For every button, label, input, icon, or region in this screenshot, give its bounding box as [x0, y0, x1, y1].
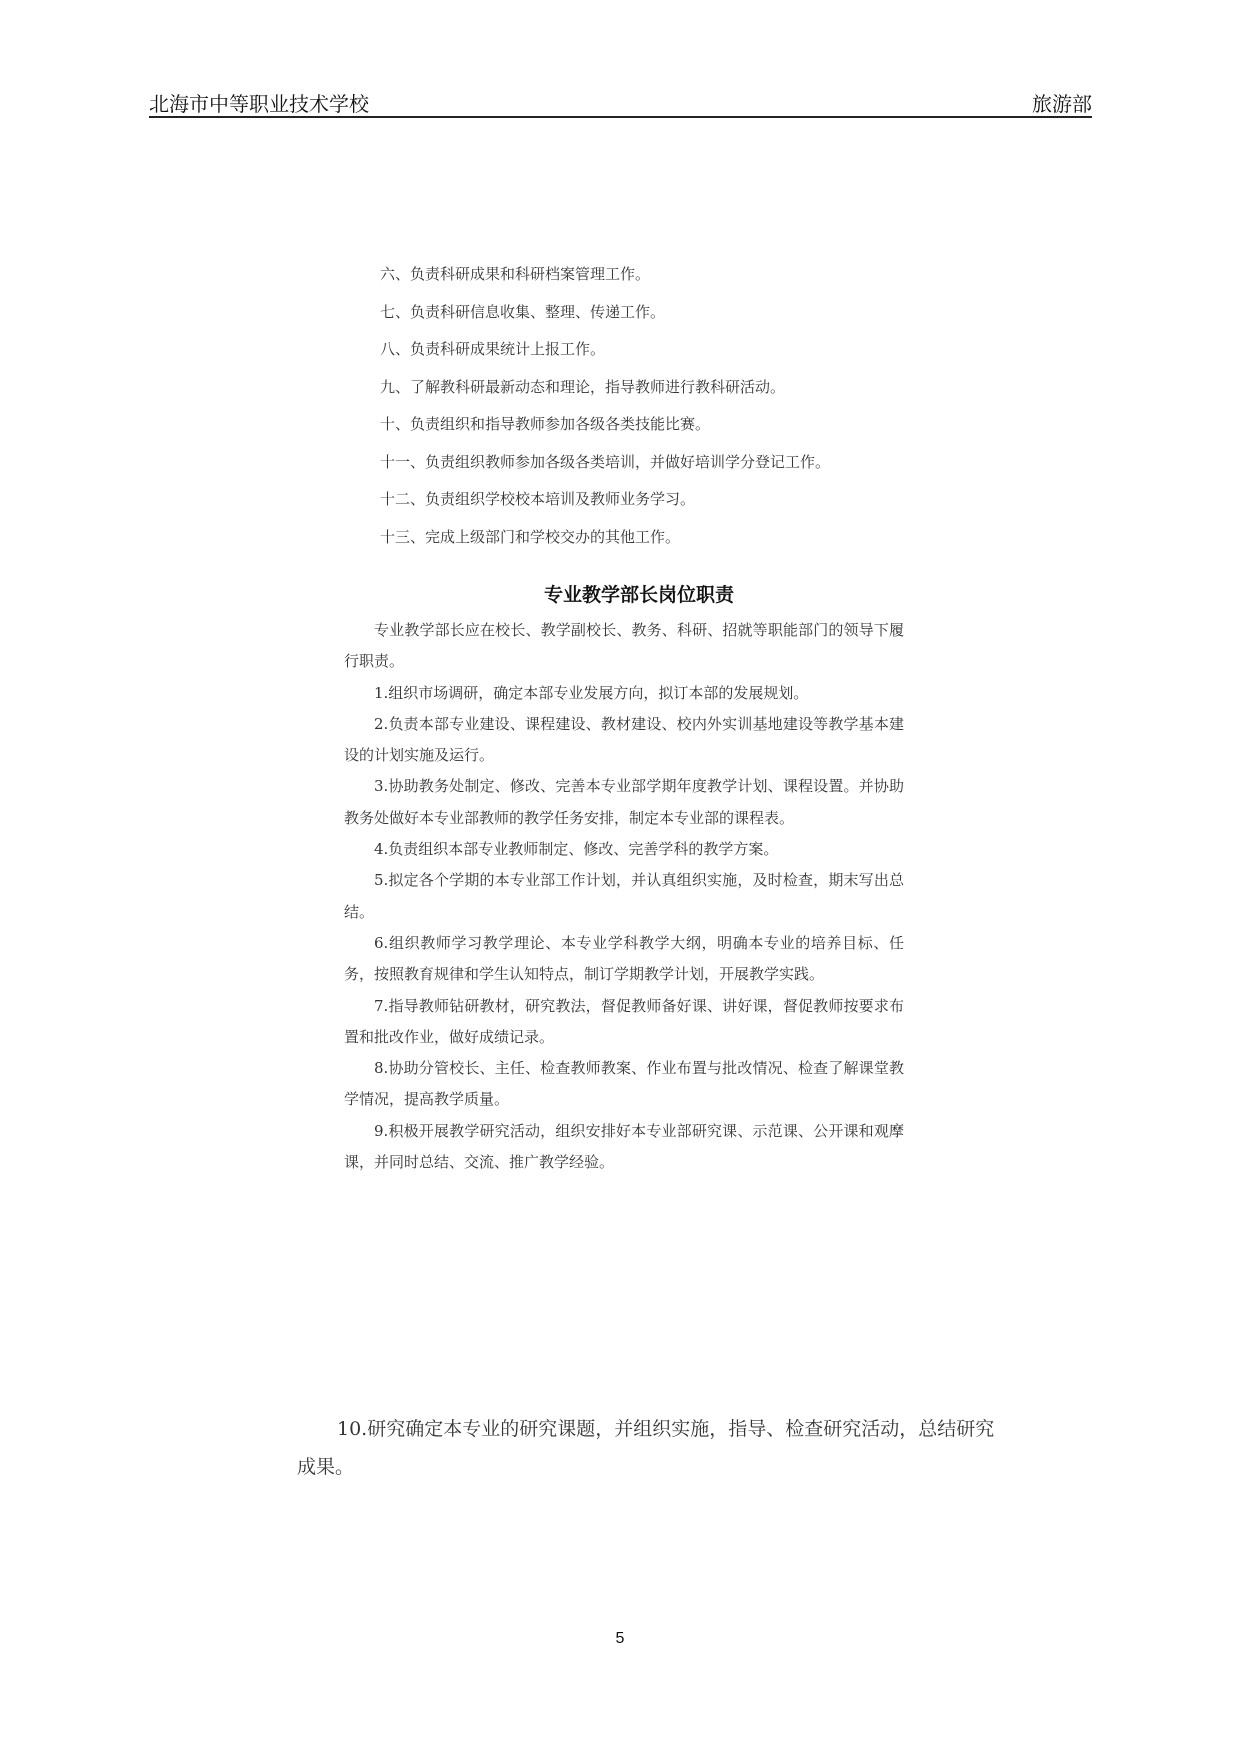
- section-title: 专业教学部长岗位职责: [543, 584, 734, 606]
- paragraph: 8.协助分管校长、主任、检查教师教案、作业布置与批改情况、检查了解课堂教学情况，提高教学质量。: [344, 1059, 904, 1109]
- paragraph: 2.负责本部专业建设、课程建设、教材建设、校内外实训基地建设等教学基本建设的计划实施及运行。: [344, 714, 904, 765]
- paragraph: 7.指导教师钻研教材，研究教法，督促教师备好课、讲好课，督促教师按要求布置和批改作业，做好成绩记录。: [344, 996, 904, 1046]
- paragraph: 6.组织教师学习教学理论、本专业学科教学大纲，明确本专业的培养目标、任务，按照教育规律和学生认知特点，制订学期教学计划，开展教学实践。: [344, 933, 904, 984]
- page-number: 5: [615, 1630, 625, 1647]
- list-item: 七、负责科研信息收集、整理、传递工作。: [380, 302, 666, 321]
- duty-list: [380, 262, 940, 562]
- list-item: 十三、完成上级部门和学校交办的其他工作。: [380, 527, 681, 546]
- list-item: 十二、负责组织学校校本培训及教师业务学习。: [380, 490, 696, 508]
- list-item: 六、负责科研成果和科研档案管理工作。: [380, 265, 651, 283]
- page-header: [149, 86, 1092, 118]
- list-item: 九、了解教科研最新动态和理论，指导教师进行教科研活动。: [380, 377, 786, 396]
- list-item: 十、负责组织和指导教师参加各级各类技能比赛。: [380, 415, 711, 433]
- school-name: 北海市中等职业技术学校: [149, 92, 369, 116]
- paragraph: 3.协助教务处制定、修改、完善本专业部学期年度教学计划、课程设置。并协助教务处做好本专业部教师的教学任务安排，制定本专业部的课程表。: [344, 777, 904, 827]
- paragraph: 专业教学部长应在校长、教学副校长、教务、科研、招就等职能部门的领导下履行职责。: [344, 621, 904, 671]
- final-paragraph: 10.研究确定本专业的研究课题，并组织实施，指导、检查研究活动，总结研究成果。: [297, 1418, 995, 1478]
- section-body: [344, 615, 904, 1178]
- department-name: 旅游部: [1032, 92, 1092, 116]
- list-item: 八、负责科研成果统计上报工作。: [380, 340, 606, 358]
- list-item: 十一、负责组织教师参加各级各类培训，并做好培训学分登记工作。: [380, 452, 831, 471]
- paragraph: 9.积极开展教学研究活动，组织安排好本专业部研究课、示范课、公开课和观摩课，并同时总结、交流、推广教学经验。: [344, 1121, 904, 1172]
- paragraph: 1.组织市场调研，确定本部专业发展方向，拟订本部的发展规划。: [374, 683, 809, 702]
- paragraph: 4.负责组织本部专业教师制定、修改、完善学科的教学方案。: [374, 840, 779, 859]
- paragraph: 5.拟定各个学期的本专业部工作计划，并认真组织实施，及时检查，期末写出总结。: [344, 871, 904, 921]
